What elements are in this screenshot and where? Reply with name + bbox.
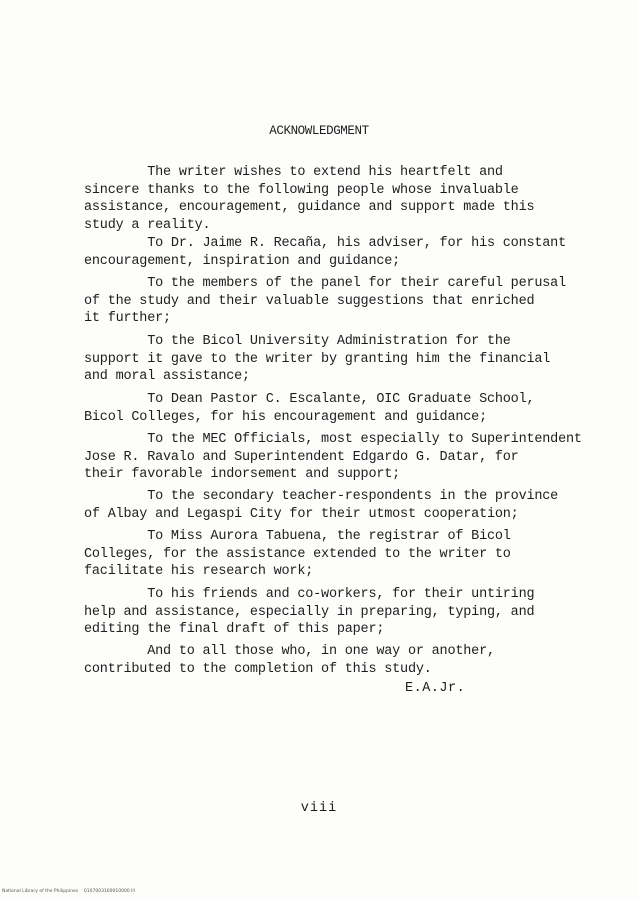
paragraph-respondents: To the secondary teacher-respondents in the province of Albay and Legaspi City for their utmost cooperation; bbox=[84, 489, 559, 522]
paragraph-administration: To the Bicol University Administration for the support it gave to the writer by granting him the financial and moral assistance; bbox=[84, 334, 551, 384]
paragraph-panel: To the members of the panel for their careful perusal of the study and their valuable suggestions that enriched it further; bbox=[84, 276, 566, 326]
paragraph-registrar: To Miss Aurora Tabuena, the registrar of Bicol Colleges, for the assistance extended to the writer to facilitate his research work; bbox=[84, 529, 511, 579]
paragraph-friends: To his friends and co-workers, for their untiring help and assistance, especially in preparing, typing, and editing the final draft of this paper; bbox=[84, 587, 535, 637]
paragraph-dean: To Dean Pastor C. Escalante, OIC Graduate School, Bicol Colleges, for his encouragement and guidance; bbox=[84, 392, 535, 425]
paragraph-officials: To the MEC Officials, most especially to Superintendent Jose R. Ravalo and Superintendent Edgardo G. Datar, for their favorable indorsement and support; bbox=[84, 432, 582, 482]
page-number: viii bbox=[300, 801, 338, 816]
author-signature: E.A.Jr. bbox=[405, 681, 466, 696]
paragraph-intro: The writer wishes to extend his heartfelt and sincere thanks to the following people whose invaluable assistance, encouragement, guidance and support made this study a reality. bbox=[84, 165, 535, 233]
page-title: ACKNOWLEDGMENT bbox=[269, 124, 369, 138]
paragraph-closing: And to all those who, in one way or another, contributed to the completion of this study. bbox=[84, 644, 495, 677]
paragraph-adviser: To Dr. Jaime R. Recaña, his adviser, for his constant encouragement, inspiration and guidance; bbox=[84, 236, 566, 269]
footer-note: National Library of the Philippines 0107003100010000 lll bbox=[2, 889, 135, 894]
